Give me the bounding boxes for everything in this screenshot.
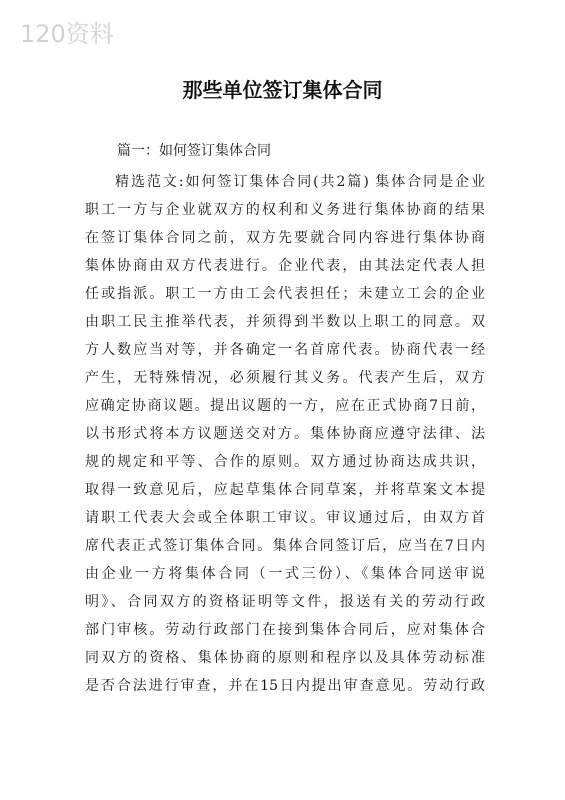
body-line: 由职工民主推举代表，并须得到半数以上职工的同意。双 xyxy=(85,314,485,330)
body-line: 规的规定和平等、合作的原则。双方通过协商达成共识， xyxy=(85,454,485,470)
body-line: 以书形式将本方议题送交对方。集体协商应遵守法律、法 xyxy=(85,426,485,442)
watermark: 120资料 xyxy=(20,20,114,48)
body-line: 部门审核。劳动行政部门在接到集体合同后，应对集体合 xyxy=(85,622,485,638)
body-line: 是否合法进行审查，并在15日内提出审查意见。劳动行政 xyxy=(85,678,485,694)
body-line: 集体协商由双方代表进行。企业代表，由其法定代表人担 xyxy=(85,258,485,274)
body-line: 在签订集体合同之前，双方先要就合同内容进行集体协商 xyxy=(85,230,485,246)
section-heading: 篇一：如何签订集体合同 xyxy=(117,143,271,159)
body-line: 任或指派。职工一方由工会代表担任；未建立工会的企业 xyxy=(85,286,485,302)
body-line: 应确定协商议题。提出议题的一方，应在正式协商7日前， xyxy=(85,398,485,414)
body-text xyxy=(85,168,485,700)
body-line: 席代表正式签订集体合同。集体合同签订后，应当在7日内 xyxy=(85,538,485,554)
body-line: 精选范文:如何签订集体合同(共2篇) 集体合同是企业 xyxy=(115,174,485,190)
document-title: 那些单位签订集体合同 xyxy=(182,78,383,102)
body-line: 由企业一方将集体合同（一式三份）、《集体合同送审说 xyxy=(85,566,485,582)
body-line: 明》、合同双方的资格证明等文件，报送有关的劳动行政 xyxy=(85,594,485,610)
body-line: 请职工代表大会或全体职工审议。审议通过后，由双方首 xyxy=(85,510,485,526)
body-line: 方人数应当对等，并各确定一名首席代表。协商代表一经 xyxy=(85,342,485,358)
body-line: 产生，无特殊情况，必须履行其义务。代表产生后，双方 xyxy=(85,370,485,386)
body-line: 同双方的资格、集体协商的原则和程序以及具体劳动标准 xyxy=(85,650,485,666)
body-line: 职工一方与企业就双方的权利和义务进行集体协商的结果 xyxy=(85,202,485,218)
body-line: 取得一致意见后，应起草集体合同草案，并将草案文本提 xyxy=(85,482,485,498)
